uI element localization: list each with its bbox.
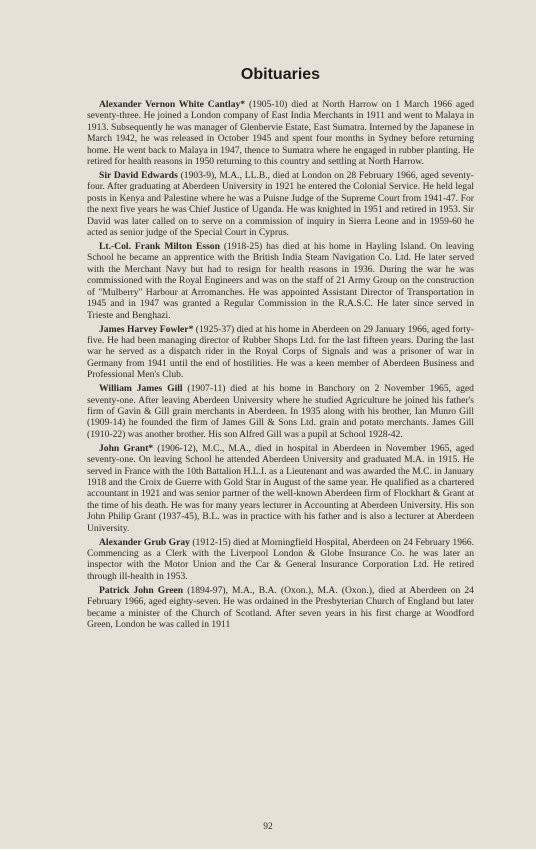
obituary-entry (87, 383, 474, 440)
obituary-name: John Grant* (99, 442, 154, 454)
obituary-entry (87, 99, 474, 167)
obituary-text: (1906-12), M.C., M.A., died in hospital in Aberdeen in November 1965, aged seventy-one. On leaving School he attended Aberdeen University and graduated M.A. in 1915. He served in France with the 10th Battalion H.L.I. as a Lieutenant and was awarded the M.C. in January 1918 and the Croix de Guerre with Gold Star in August of the same year. He qualified as a chartered accountant in 1921 and was senior partner of the well-known Aberdeen firm of Flockhart & Grant at the time of his death. He was for many years lecturer in Accounting at Aberdeen University. His son John Philip Grant (1937-45), B.L. was in practice with his father and is also a lecturer at Aberdeen University. (87, 442, 474, 534)
obituary-entry (87, 537, 474, 583)
obituary-name: William James Gill (99, 383, 183, 395)
obituary-entry (87, 443, 474, 534)
obituary-text: (1903-9), M.A., LL.B., died at London on 28 February 1966, aged seventy-four. After graduating at Aberdeen University in 1921 he entered the Colonial Service. He held legal posts in Kenya and Palestine where he was a Puisne Judge of the Supreme Court from 1941-47. For the next five years he was Chief Justice of Uganda. He was knighted in 1951 and retired in 1953. Sir David was later called on to serve on a commission of inquiry in Sierra Leone and in 1959-60 he acted as senior judge of the Special Court in Cyprus. (87, 170, 474, 239)
obituary-text: (1894-97), M.A., B.A. (Oxon.), M.A. (Oxon.), died at Aberdeen on 24 February 1966, aged eighty-seven. He was ordained in the Presbyterian Church of England but later became a minister of the Church of Scotland. After seven years in his first charge at Woodford Green, London he was called in 1911 (87, 584, 474, 631)
obituary-name: James Harvey Fowler* (99, 323, 194, 335)
obituary-entry (87, 241, 474, 321)
obituary-entry (87, 170, 474, 238)
page-number: 92 (263, 822, 273, 832)
obituary-entry (87, 585, 474, 631)
obituary-name: Alexander Grub Gray (99, 536, 190, 548)
obituary-name: Lt.-Col. Frank Milton Esson (99, 241, 220, 253)
obituary-text: (1918-25) has died at his home in Hayling Island. On leaving School he became an apprentice with the British India Steam Navigation Co. Ltd. He later served with the Merchant Navy but had to resign for health reasons in 1936. During the war he was commissioned with the Royal Engineers and was on the staff of 21 Army Group on the construction of "Mulberry" Harbour at Arromanches. He was appointed Assistant Director of Transportation in 1945 and in 1947 was granted a Regular Commission in the R.A.S.C. He later since served in Trieste and Benghazi. (87, 241, 474, 321)
page-title: Obituaries (240, 66, 321, 83)
obituary-text: (1912-15) died at Morningfield Hospital, Aberdeen on 24 February 1966. Commencing as a Clerk with the Liverpool London & Globe Insurance Co. he was later an inspector with the Motor Union and the Car & General Insurance Corporation Ltd. He retired through ill-health in 1953. (87, 536, 474, 582)
obituary-entry (87, 324, 474, 381)
obituary-name: Alexander Vernon White Cantlay* (99, 99, 246, 110)
obituary-text: (1905-10) died at North Harrow on 1 March 1966 aged seventy-three. He joined a London company of East India Merchants in 1911 and went to Malaya in 1913. Subsequently he was manager of Glenbervie Estate, East Sumatra. Interned by the Japanese in March 1942, he was released in October 1945 and spent four months in Sydney before returning home. He went back to Malaya in 1947, thence to Sumatra where he engaged in rubber planting. He retired for health reasons in 1950 returning to this country and settling at North Harrow. (87, 99, 474, 168)
obituary-text: (1925-37) died at his home in Aberdeen on 29 January 1966, aged forty-five. He had been managing director of Rubber Shops Ltd. for the last fifteen years. During the last war he served as a dispatch rider in the Royal Corps of Signals and was a prisoner of war in Germany from 1941 until the end of hostilities. He was a keen member of Aberdeen Business and Professional Men's Club. (87, 323, 475, 381)
obituary-name: Patrick John Green (99, 584, 184, 596)
obituary-name: Sir David Edwards (99, 170, 178, 182)
obituary-text: (1907-11) died at his home in Banchory on 2 November 1965, aged seventy-one. After leaving Aberdeen University where he studied Agriculture he joined his father's firm of Gavin & Gill grain merchants in Aberdeen. In 1935 along with his brother, Ian Munro Gill (1909-14) he founded the firm of James Gill & Sons Ltd. grain and potato merchants. James Gill (1910-22) was another brother. His son Alfred Gill was a pupil at School 1928-42. (87, 383, 474, 440)
